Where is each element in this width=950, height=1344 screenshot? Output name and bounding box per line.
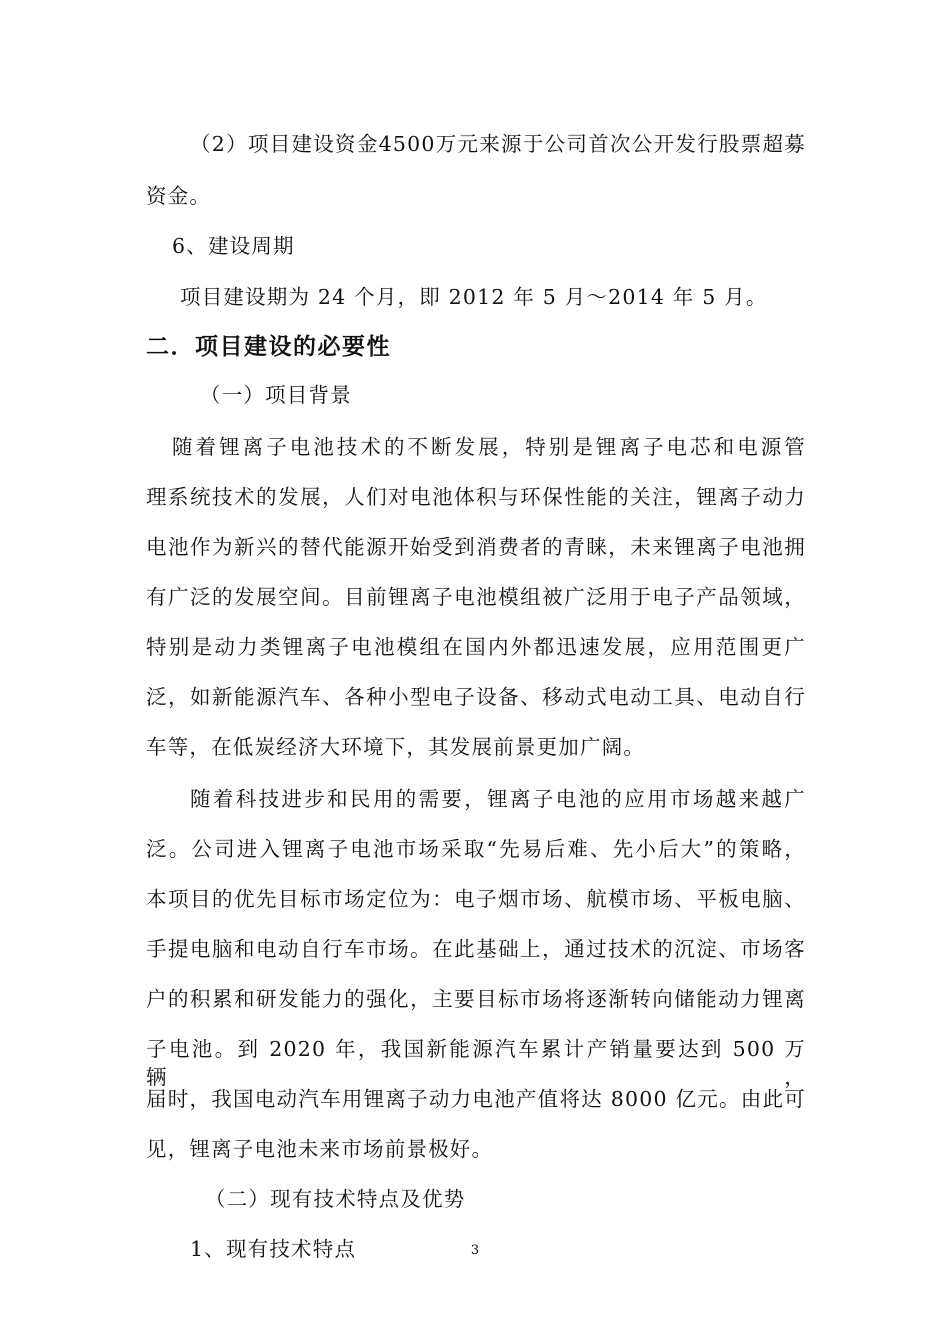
paragraph-line: 有广泛的发展空间。目前锂离子电池模组被广泛用于电子产品领域， — [146, 585, 806, 609]
paragraph-line: 泛。公司进入锂离子电池市场采取“先易后难、先小后大”的策略， — [146, 837, 806, 861]
paragraph-line: 手提电脑和电动自行车市场。在此基础上，通过技术的沉淀、市场客 — [146, 937, 806, 961]
paragraph-line: 届时，我国电动汽车用锂离子动力电池产值将达 8000 亿元。由此可 — [146, 1087, 806, 1111]
section-subheading: 1、现有技术特点 — [190, 1237, 357, 1261]
paragraph-line: 本项目的优先目标市场定位为：电子烟市场、航模市场、平板电脑、 — [146, 887, 806, 911]
paragraph-line: 随着锂离子电池技术的不断发展，特别是锂离子电芯和电源管 — [172, 435, 806, 459]
paragraph-line: 项目建设期为 24 个月，即 2012 年 5 月～2014 年 5 月。 — [180, 285, 768, 309]
section-subheading: （一）项目背景 — [200, 383, 352, 407]
paragraph-line: 特别是动力类锂离子电池模组在国内外都迅速发展，应用范围更广 — [146, 635, 806, 659]
paragraph-line: 子电池。到 2020 年，我国新能源汽车累计产销量要达到 500 万辆， — [146, 1037, 806, 1089]
section-heading: 二．项目建设的必要性 — [146, 334, 391, 360]
paragraph-line: 电池作为新兴的替代能源开始受到消费者的青睐，未来锂离子电池拥 — [146, 535, 806, 559]
paragraph-line: 随着科技进步和民用的需要，锂离子电池的应用市场越来越广 — [190, 787, 806, 811]
paragraph-line: 泛，如新能源汽车、各种小型电子设备、移动式电动工具、电动自行 — [146, 685, 806, 709]
page-number: 3 — [470, 1243, 480, 1258]
paragraph-line: 理系统技术的发展，人们对电池体积与环保性能的关注，锂离子动力 — [146, 485, 806, 509]
paragraph-line: 见，锂离子电池未来市场前景极好。 — [146, 1137, 494, 1161]
section-subheading: 6、建设周期 — [172, 234, 295, 258]
paragraph-line: 户的积累和研发能力的强化，主要目标市场将逐渐转向储能动力锂离 — [146, 987, 806, 1011]
paragraph-line: 车等，在低炭经济大环境下，其发展前景更加广阔。 — [146, 735, 646, 759]
paragraph-line: （2）项目建设资金4500万元来源于公司首次公开发行股票超募 — [190, 132, 806, 156]
section-subheading: （二）现有技术特点及优势 — [205, 1187, 466, 1211]
paragraph-line: 资金。 — [146, 184, 212, 208]
